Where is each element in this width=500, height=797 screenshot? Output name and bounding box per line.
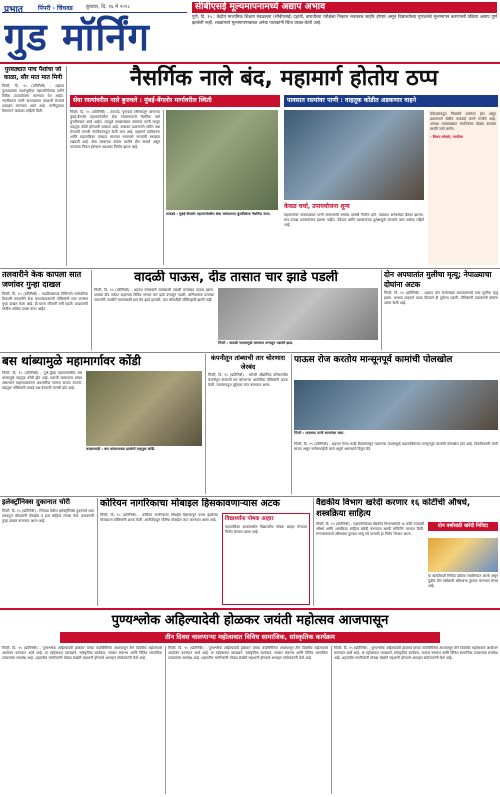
row4-center-box-title: विद्यार्थ्यांना पोषक आहार (225, 516, 274, 522)
row3-left-photo-caption: कासारवाडी : बस थांब्याजवळ झालेली वाहतूक कोंडी. (86, 447, 156, 451)
masthead-title: गुड मॉर्निंग (4, 14, 150, 59)
lead-photo-caption: ताथवडे : मुंबई-बेंगलोर महामार्गावरील सेवा रस्त्यालगत बुजविलेला नैसर्गिक नाला. (166, 212, 271, 216)
row3-right-body: पिंपरी, दि. १५ (प्रतिनिधी) - शहरात गेल्या काही दिवसांपासून पडणाऱ्या पावसामुळे महापालिकेच्या मान्सूनपूर्व कामांची पोलखोल होत आहे. ठिकठिकाणी पाणी साचत असून नालेसफाईची कामे अपूर्ण असल्याचे दिसून येते. (294, 442, 498, 451)
date-line: बुधवार, दि. १६ मे २०१८ (86, 4, 131, 10)
row4-center-body: पिंपरी, दि. १५ (प्रतिनिधी) - कोरियन नागरिकाचा मोबाईल हिसकावून पसार झालेल्या चोरट्याला पोलिसांनी अटक केली. आरोपीकडून चोरीचा मोबाईल जप्त करण्यात आला आहे. (100, 513, 218, 522)
lead-side-note (428, 110, 498, 265)
bottom-body-2: पिंपरी, दि. १५ (प्रतिनिधी) - पुण्यश्लोक अहिल्यादेवी होळकर यांच्या जयंतीनिमित्त आजपासून तीन दिवसीय महोत्सवाचे आयोजन करण्यात आले आहे. या महोत्सवात व्याख्याने, सांस्कृतिक कार्यक्रम, सत्कार समारंभ आणि विविध सामाजिक उपक्रमांचा समावेश आहे. शहरातील नागरिकांनी मोठ्या संख्येने सहभागी होण्याचे आवाहन संयोजकांनी केले आहे. (168, 646, 328, 660)
row2-center-headline: वादळी पाऊस, दीड तासात चार झाडे पडली (134, 270, 338, 285)
row2-left-headline: तलवारीने केक कापला सात जणांवर गुन्हा दाखल (2, 270, 82, 289)
lead-sub-right: पावसात रस्त्यांवर पाणी : वाहतूक कोंडीत अडकणार वाहने (284, 95, 498, 107)
row4-right-body: पिंपरी, दि. १५ (प्रतिनिधी) - महापालिकेच्या वैद्यकीय विभागासाठी १६ कोटी रुपयांची औषधे आणि शस्त्रक्रिया साहित्य खरेदी करण्यास स्थायी समितीने मान्यता दिली. रुग्णालयांमध्ये औषधांचा तुटवडा भासू नये यासाठी हा निर्णय घेण्यात आला. (316, 522, 424, 536)
lead-side-author: - विजय भोसले, नागरिक (430, 135, 463, 139)
bottom-body-3: पिंपरी, दि. १५ (प्रतिनिधी) - पुण्यश्लोक अहिल्यादेवी होळकर यांच्या जयंतीनिमित्त आजपासून तीन दिवसीय महोत्सवाचे आयोजन करण्यात आले आहे. या महोत्सवात व्याख्याने, सांस्कृतिक कार्यक्रम, सत्कार समारंभ आणि विविध सामाजिक उपक्रमांचा समावेश आहे. शहरातील नागरिकांनी मोठ्या संख्येने सहभागी होण्याचे आवाहन संयोजकांनी केले आहे. (334, 646, 498, 660)
top-right-body: पुणे, दि. १५ : केंद्रीय माध्यमिक शिक्षण मंडळाच्या (सीबीएसई) दहावी, बारावीच्या परीक्षेचा निकाल लवकरच जाहीर होणार असून विद्यार्थ्यांच्या गुणवत्तेचे मूल्यमापन करण्याची प्रक्रिया अद्याप पूर्ण झालेली नाही. शाळांमध्ये मूल्यमापनाबाबत अनेक पालकांनी चिंता व्यक्त केली आहे. (192, 15, 497, 26)
row4-right (316, 498, 498, 606)
row4-center-box (222, 513, 310, 605)
row3-right (294, 354, 498, 494)
row4-center-headline: कोरियन नागरिकाचा मोबाइल हिसकावणाऱ्यास अटक (100, 498, 280, 509)
left-brief-headline: पुरवठ्यात पाच पैशांचा जो काळा, सौर मात मात मिनी (3, 66, 63, 81)
row3-center-headline: कंपनीतून तांब्याची तार चोरणारा जेरबंद (210, 354, 286, 371)
top-right-story (192, 2, 497, 60)
row2-center-body: पिंपरी, दि. १५ (प्रतिनिधी) - शहरात मंगळवारी सायंकाळी वादळी वाऱ्यासह पाऊस झाला. अवघ्या दीड तासात शहराच्या विविध भागात चार झाडे उन्मळून पडली. अग्निशामक दलाच्या जवानांनी तातडीने घटनास्थळी धाव घेत झाडे हटवली. यात कोणतीही जीवितहानी झाली नाही. (94, 288, 214, 302)
brand-label: प्रभात (4, 5, 23, 13)
row4-right-box (428, 522, 498, 606)
left-brief-body: पिंपरी, दि. १५ (प्रतिनिधी) - शहरात पुरवठ्याच्या पार्श्वभूमीवर महापालिकेच्या वतीने विविध उपाययोजना करण्यात येत आहेत. नागरिकांना पाणी वापराबाबत काळजी घेण्याचे आवाहन करण्यात आले आहे. पाणीपुरवठा विभागाने याबाबत माहिती दिली. (2, 84, 64, 113)
bottom-headline: पुण्यश्लोक अहिल्यादेवी होळकर जयंती महोत्सव आजपासून (111, 613, 389, 628)
top-right-headline: सीबीएसई मूल्यमापनामध्ये अद्याप अभाव (192, 2, 497, 13)
row4-right-box-body: या खरेदीसाठी निविदा प्रक्रिया राबविण्यात आली असून पुढील दोन वर्षांसाठी औषधांचा पुरवठा करण्यात येणार आहे. (428, 574, 498, 588)
lead-box-title: केवळ चर्चा, उपाययोजना शून्य (284, 203, 350, 210)
left-brief (2, 66, 64, 266)
row3-left-headline: बस थांब्यामुळे महामार्गावर कोंडी (2, 354, 141, 368)
row2-left-body: पिंपरी, दि. १५ (प्रतिनिधी) - वाढदिवसाच्या निमित्ताने सार्वजनिक ठिकाणी तलवारीने केक कापल्याप्रकरणी पोलिसांनी सात जणांवर गुन्हा दाखल केला आहे. ही घटना रविवारी रात्री घडली. याप्रकरणी पोलीस अधिक तपास करत आहेत. (2, 292, 88, 311)
row2-right-headline: दोन अपघातांत मुलीचा मृत्यू; नेपाळ्याचा दोघांना अटक (384, 270, 492, 289)
row3-right-photo-caption: पिंपरी : पावसात पाणी साचलेला रस्ता. (294, 431, 345, 435)
lead-body: पिंपरी, दि. १५ (प्रतिनिधी) - ताथवडे, पुनावळे परिसरातून जाणाऱ्या मुंबई-बेंगलोर महामार्गावरील सेवा रस्त्यांलगतचे नैसर्गिक नाले बुजविण्यात आले आहेत. त्यामुळे पावसाळ्यात रस्त्यांवर पाणी साचून वाहतूक कोंडी होण्याची शक्यता आहे. याबाबत प्रशासनाने त्वरित लक्ष देण्याची मागणी नागरिकांकडून केली जात आहे. महामार्ग प्राधिकरण आणि महापालिका यांच्यात समन्वय नसल्याने नाल्यांची स्वच्छता रखडली आहे. सेवा रस्त्यांच्या कडेला मातीचे ढीग साचले असून पाण्याचा निचरा होण्यास अडथळा निर्माण झाला आहे. (70, 110, 160, 149)
lead-headline: नैसर्गिक नाले बंद, महामार्ग होतोय ठप्प (130, 66, 438, 91)
row3-center (208, 354, 288, 494)
row4-center (100, 498, 310, 606)
lead-side-note-body: ठेकेदारांकडून नियमांचे उल्लंघन होत असून प्रशासनाने वेळीच कारवाई करणे गरजेचे आहे. अन्यथा पावसाळ्यात नागरिकांना मोठ्या त्रासाला सामोरे जावे लागेल. (430, 112, 496, 131)
row4-left-headline: इलेक्ट्रॉनिक्स दुकानात चोरी (2, 498, 70, 506)
row4-right-box-title: दोन वर्षांसाठी खरेदी निविदा (428, 522, 498, 531)
lead-photo-right-img (284, 110, 424, 200)
lead-box (284, 110, 424, 265)
row3-left (2, 354, 202, 494)
bottom-sub: तीन दिवस चालणाऱ्या महोत्सवात विविध सामाजिक, सांस्कृतिक कार्यक्रम (60, 632, 440, 643)
row3-right-headline: पाऊस रोज करतोय मान्सूनपूर्व कामांची पोलखोल (294, 355, 453, 365)
row2-right (384, 270, 498, 350)
row3-left-photo (86, 371, 202, 446)
edition-label: पिंपरी - चिंचवड (38, 5, 73, 12)
row2-center (94, 270, 378, 350)
row2-left (2, 270, 88, 350)
lead-photo-left-img (166, 110, 278, 210)
lead-sub-left: सेवा रस्त्यांवरील नाले बुजवले : मुंबई-बेंगलोर मार्गावरील स्थिती (70, 95, 280, 107)
row2-center-photo (218, 288, 378, 340)
row3-left-body: पिंपरी, दि. १५ (प्रतिनिधी) - पुणे-मुंबई महामार्गावरील बस थांब्यामुळे वाहतूक कोंडी होत आहे. प्रवासी रस्त्यावरच थांबत असल्याने वाहनचालकांना अडचणींचा सामना करावा लागतो. वाहतूक पोलिसांनी याकडे लक्ष देण्याची मागणी होत आहे. (2, 371, 82, 390)
row4-right-headline: वैद्यकीय विभाग खरेदी करणार १६ कोटींची औषधे, शस्त्रक्रिया साहित्य (316, 498, 471, 519)
row4-left (2, 498, 94, 606)
row2-right-body: पिंपरी, दि. १५ (प्रतिनिधी) - शहरात दोन वेगवेगळ्या अपघातांमध्ये एका मुलीचा मृत्यू झाला. भरधाव वाहनाने धडक दिल्याने ही दुर्घटना घडली. पोलिसांनी याप्रकरणी दोघांना अटक केली आहे. (384, 291, 498, 305)
edition-bar (2, 2, 187, 13)
lead-box-body: महामार्गावर पावसाळ्यात पाणी साचण्याची समस्या दरवर्षी निर्माण होते. याबाबत अनेकवेळा बैठका झाल्या, मात्र प्रत्यक्ष उपाययोजना झाल्या नाहीत. ठेकेदार आणि प्रशासनाच्या दुर्लक्षामुळे नाल्यांचे काम अर्धवट राहिले आहे. (284, 213, 424, 227)
row4-left-body: पिंपरी, दि. १५ (प्रतिनिधी) - चिंचवड येथील इलेक्ट्रॉनिक्स दुकानाचे शटर उचकटून चोरट्यांनी मोबाईल व इतर साहित्य लंपास केले. याप्रकरणी गुन्हा दाखल करण्यात आला आहे. (2, 509, 94, 523)
row3-right-photo (294, 380, 498, 430)
bottom-body-1: पिंपरी, दि. १५ (प्रतिनिधी) - पुण्यश्लोक अहिल्यादेवी होळकर यांच्या जयंतीनिमित्त आजपासून तीन दिवसीय महोत्सवाचे आयोजन करण्यात आले आहे. या महोत्सवात व्याख्याने, सांस्कृतिक कार्यक्रम, सत्कार समारंभ आणि विविध सामाजिक उपक्रमांचा समावेश आहे. शहरातील नागरिकांनी मोठ्या संख्येने सहभागी होण्याचे आवाहन संयोजकांनी केले आहे. (2, 646, 162, 660)
row3-center-body: पिंपरी, दि. १५ (प्रतिनिधी) - भोसरी औद्योगिक परिसरातील कंपनीतून तांब्याची तार चोरणाऱ्या आरोपीला पोलिसांनी अटक केली. त्याच्याकडून मुद्देमाल जप्त करण्यात आला. (208, 373, 288, 387)
row2-center-caption: पिंपरी : वादळी पावसामुळे रस्त्यावर उन्मळून पडलेले झाड. (218, 341, 294, 345)
row4-right-photo (428, 538, 498, 572)
row4-center-box-body: महापालिका शाळांमधील विद्यार्थ्यांना पोषक आहार देण्याचा निर्णय घेण्यात आला आहे. (225, 525, 307, 534)
